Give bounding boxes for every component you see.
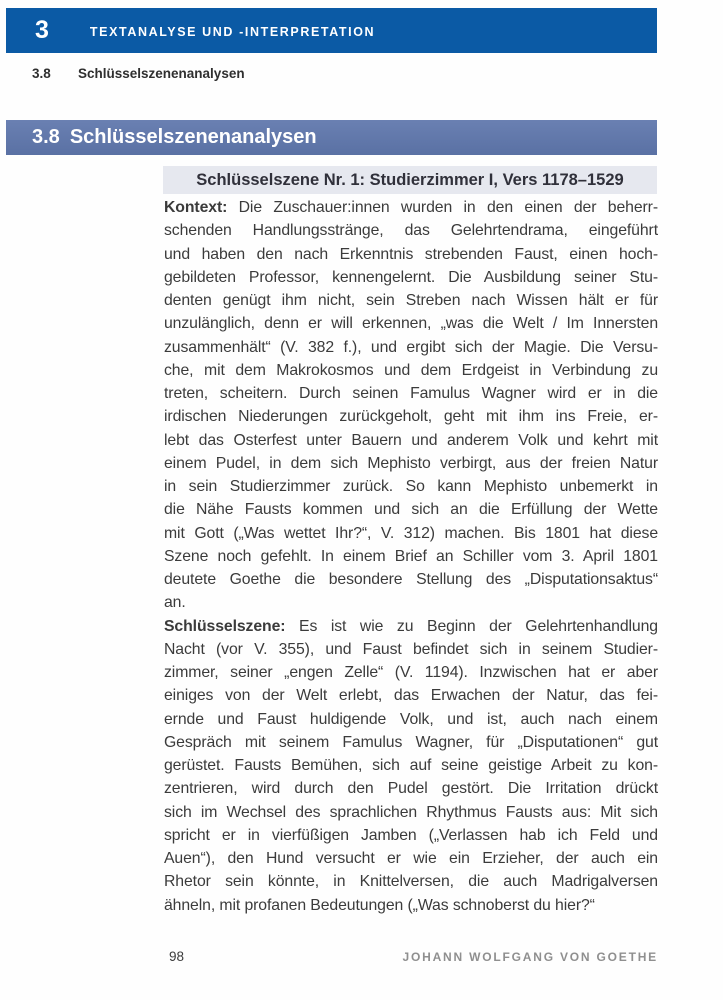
text-line: mit Gott („Was wettet Ihr?“, V. 312) machen. Bis 1801 hat diese (164, 524, 658, 542)
breadcrumb-section-number: 3.8 (32, 66, 51, 81)
text-line: zusammenhält“ (V. 382 f.), und ergibt sich der Magie. Die Versu- (164, 338, 658, 356)
chapter-number: 3 (35, 16, 49, 44)
text-line: Rhetor sein könnte, in Knittelversen, die auch Madrigalversen (164, 873, 658, 891)
text-line: denten genügt ihm nicht, sein Streben nach Wissen hält er für (164, 292, 658, 309)
text-line: Kontext: Die Zuschauer:innen wurden in den einen der beherr- (164, 199, 658, 216)
text-line: irdischen Niederungen zurückgeholt, geht mit ihm ins Freie, er- (164, 408, 658, 426)
text-line: schenden Handlungsstränge, das Gelehrtendrama, eingeführt (164, 222, 658, 240)
text-line: gebildeten Professor, kennengelernt. Die Ausbildung seiner Stu- (164, 268, 658, 286)
text-line: an. (164, 594, 186, 612)
text-line: spricht er in vierfüßigen Jamben („Verlassen hab ich Feld und (164, 826, 658, 844)
text-line: einem Pudel, in dem sich Mephisto verbirgt, aus der freien Natur (164, 454, 658, 472)
text-line: ernde und Faust huldigende Volk, und ist, auch nach einem (164, 710, 658, 728)
key-scene-title-box (163, 166, 657, 194)
paragraph-lead: Kontext: (164, 199, 228, 216)
text-line: in sein Studierzimmer zurück. So kann Mephisto unbemerkt in (164, 478, 658, 495)
text-line: und haben den nach Erkenntnis strebenden Faust, einen hoch- (164, 245, 658, 263)
running-footer-title: JOHANN WOLFGANG VON GOETHE (402, 950, 658, 964)
paragraph-lead: Schlüsselszene: (164, 617, 286, 635)
text-line: gerüstet. Fausts Bemühen, sich auf seine geistige Arbeit zu kon- (164, 757, 658, 774)
text-line: Szene noch gefehlt. In einem Brief an Schiller vom 3. April 1801 (164, 547, 658, 565)
chapter-header-bar (6, 8, 657, 53)
text-line: einiges von der Welt erlebt, das Erwachen der Natur, das fei- (164, 687, 658, 705)
breadcrumb-section-label: Schlüsselszenenanalysen (78, 66, 245, 81)
section-header-bar (6, 120, 657, 155)
text-line: deutete Goethe die besondere Stellung des „Disputationsaktus“ (164, 571, 658, 588)
section-number: 3.8 (32, 126, 60, 148)
page-footer (164, 949, 658, 964)
section-title: Schlüsselszenenanalysen (69, 126, 317, 148)
text-line: che, mit dem Makrokosmos und dem Erdgeist in Verbindung zu (164, 361, 658, 379)
text-line: treten, scheitern. Durch seinen Famulus Wagner wird er in die (164, 385, 658, 402)
text-line: lebt das Osterfest unter Bauern und anderem Volk und kehrt mit (164, 431, 658, 449)
text-line: unzulänglich, denn er will erkennen, „was die Welt / Im Innersten (164, 315, 658, 333)
text-line: Gespräch mit seinem Famulus Wagner, für „Disputationen“ gut (164, 733, 658, 751)
page-number: 98 (169, 949, 185, 964)
text-line: ähneln, mit profanen Bedeutungen („Was schnoberst du hier?“ (164, 896, 595, 914)
text-line: die Nähe Fausts kommen und sich an die Erfüllung der Wette (164, 501, 658, 519)
text-line: zentrieren, wird durch den Pudel gestört. Die Irritation drückt (164, 780, 658, 798)
body-text (164, 196, 658, 917)
text-line: Nacht (vor V. 355), und Faust befindet sich in seinem Studier- (164, 640, 658, 658)
text-line: Auen“), den Hund versucht er wie ein Erzieher, der auch ein (164, 850, 658, 867)
text-line: Schlüsselszene: Es ist wie zu Beginn der Gelehrtenhandlung (164, 617, 658, 635)
text-line: sich im Wechsel des sprachlichen Rhythmus Fausts aus: Mit sich (164, 803, 658, 821)
text-line: zimmer, seiner „engen Zelle“ (V. 1194). Inzwischen hat er aber (164, 664, 658, 681)
chapter-title: TEXTANALYSE UND -INTERPRETATION (89, 24, 376, 39)
breadcrumb (32, 66, 245, 81)
key-scene-title: Schlüsselszene Nr. 1: Studierzimmer I, Vers 1178–1529 (196, 170, 624, 189)
